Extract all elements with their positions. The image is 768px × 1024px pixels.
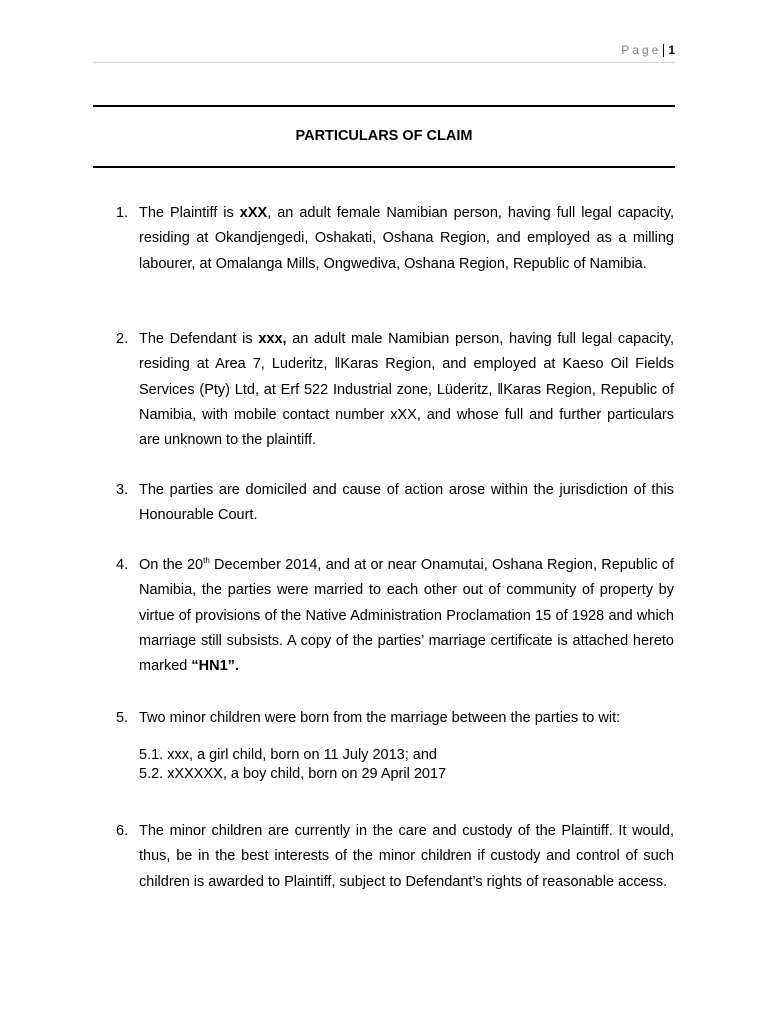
paragraph-5	[116, 706, 674, 731]
paragraph-4	[116, 553, 674, 679]
paragraph-number: 5.	[116, 710, 129, 726]
paragraph-number: 3.	[116, 482, 129, 498]
ordinal-suffix: th	[203, 556, 210, 566]
paragraph-number: 2.	[116, 331, 129, 347]
text-segment: The Defendant is	[139, 331, 259, 347]
paragraph-2	[116, 327, 674, 453]
paragraph-3	[116, 478, 674, 529]
page-header	[93, 40, 675, 63]
paragraph-text	[139, 201, 674, 277]
paragraph-1	[116, 201, 674, 277]
paragraph-text: The minor children are currently in the care and custody of the Plaintiff. It would, thus, be in the best interests of the minor children if custody and control of such children is awarded to Plaintiff, subject to Defendant’s rights of reasonable access.	[139, 823, 674, 890]
paragraph-text: The parties are domiciled and cause of action arose within the jurisdiction of this Honourable Court.	[139, 482, 674, 524]
subitem-5-1: 5.1. xxx, a girl child, born on 11 July 2013; and	[139, 747, 437, 763]
text-segment: On the 20	[139, 557, 204, 573]
paragraph-6	[116, 819, 674, 895]
text-segment: December 2014, and at or near Onamutai, Oshana Region, Republic of Namibia, the parties were married to each other out of community of property by virtue of provisions of the Native Administration Proclamation 15 of 1928 and which marriage still subsists. A copy of the parties’ marriage certificate is attached hereto marked	[139, 557, 675, 675]
paragraph-text	[139, 553, 674, 679]
title-block	[93, 105, 675, 168]
defendant-name: xxx,	[258, 331, 287, 347]
page-word: Page	[621, 43, 662, 57]
plaintiff-name: xXX	[239, 205, 268, 221]
paragraph-text: Two minor children were born from the marriage between the parties to wit:	[139, 710, 621, 726]
subitem-5-2: 5.2. xXXXXX, a boy child, born on 29 April 2017	[139, 766, 447, 782]
annexure-mark: “HN1”.	[191, 658, 239, 675]
page-number-label	[621, 43, 675, 57]
paragraph-number: 4.	[116, 557, 129, 573]
page-number: 1	[663, 44, 675, 57]
text-segment: an adult male Namibian person, having full legal capacity, residing at Area 7, Luderitz, ǁKaras Region, and employed at Kaeso Oil Fields Services (Pty) Ltd, at Erf 522 Industrial zone, Lüderitz, ǁKaras Region, Republic of Namibia, with mobile contact number xXX, and whose full and further particulars are unknown to the plaintiff.	[139, 331, 674, 449]
text-segment: The Plaintiff is	[139, 205, 240, 221]
text-segment: , an adult female Namibian person, having full legal capacity, residing at Okandjengedi, Oshakati, Oshana Region, and employed as a milling labourer, at Omalanga Mills, Ongwediva, Oshana Region, Republic of Namibia.	[139, 205, 674, 272]
paragraph-text	[139, 327, 674, 453]
paragraph-number: 1.	[116, 205, 129, 221]
document-title: PARTICULARS OF CLAIM	[295, 128, 473, 144]
paragraph-number: 6.	[116, 823, 129, 839]
